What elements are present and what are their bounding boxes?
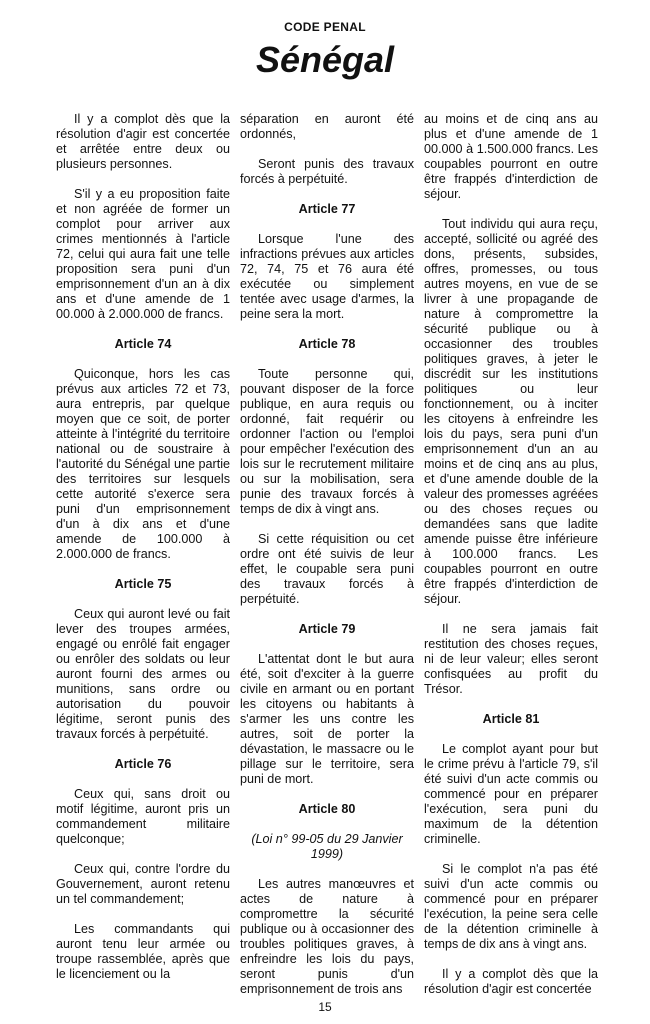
paragraph: Quiconque, hors les cas prévus aux articles 72 et 73, aura entrepris, par quelque moyen que ce soit, de porter atteinte à l'intégrité du territoire national ou de soustraire à l'autorité du Sénégal une partie des territoires sur lesquels cette autorité s'exerce sera puni d'un emprisonnement d'un à dix ans et d'une amende de 100.000 à 2.000.000 de francs. xyxy=(56,367,230,561)
country-title: Sénégal xyxy=(255,39,395,80)
paragraph: séparation en auront été ordonnés, xyxy=(240,112,414,141)
article-heading: Article 81 xyxy=(482,712,540,726)
article-heading: Article 76 xyxy=(114,757,172,771)
page-header xyxy=(0,20,650,80)
paragraph: Lorsque l'une des infractions prévues aux articles 72, 74, 75 et 76 aura été exécutée ou simplement tentée avec usage d'armes, la peine sera la mort. xyxy=(240,232,414,321)
paragraph: Ceux qui, sans droit ou motif légitime, auront pris un commandement militaire quelconque; xyxy=(56,787,230,846)
text-columns xyxy=(56,112,598,1012)
paragraph: au moins et de cinq ans au plus et d'une amende de 1 00.000 à 1.500.000 francs. Les coupables pourront en outre être frappés d'interdiction de séjour. xyxy=(424,112,598,201)
paragraph: Il ne sera jamais fait restitution des choses reçues, ni de leur valeur; elles seront confisquées au profit du Trésor. xyxy=(424,622,598,696)
paragraph: Il y a complot dès que la résolution d'agir est concertée xyxy=(424,967,598,996)
column-right xyxy=(424,112,598,1012)
column-middle xyxy=(240,112,414,1012)
paragraph: Tout individu qui aura reçu, accepté, sollicité ou agréé des dons, présents, subsides, offres, promesses, ou tous autres moyens, en vue de se livrer à une propagande de nature à compromettre la sécurité publique ou à occasionner des troubles politiques graves, à jeter le discrédit sur les institutions politiques ou leur fonctionnement, ou à inciter les citoyens à enfreindre les lois du pays, sera puni d'un emprisonnement d'un an au moins et de cinq ans au plus, et d'une amende double de la valeur des promesses agréées ou des choses reçues ou demandées sans que ladite amende puisse être inférieure à 100.000 francs. Les coupables pourront en outre être frappés d'interdiction de séjour. xyxy=(424,217,598,606)
paragraph: Si cette réquisition ou cet ordre ont été suivis de leur effet, le coupable sera puni des travaux forcés à perpétuité. xyxy=(240,532,414,606)
paragraph: Le complot ayant pour but le crime prévu à l'article 79, s'il été suivi d'un acte commis ou commencé pour en préparer l'exécution, sera puni du maximum de la détention criminelle. xyxy=(424,742,598,846)
law-reference: (Loi n° 99-05 du 29 Janvier 1999) xyxy=(251,832,403,861)
article-heading: Article 75 xyxy=(114,577,172,591)
article-heading: Article 77 xyxy=(298,202,356,216)
page-number: 15 xyxy=(318,1000,332,1014)
paragraph: Les commandants qui auront tenu leur armée ou troupe rassemblée, après que le licenciement ou la xyxy=(56,922,230,981)
paragraph: Seront punis des travaux forcés à perpétuité. xyxy=(240,157,414,186)
paragraph: L'attentat dont le but aura été, soit d'exciter à la guerre civile en armant ou en portant les citoyens ou habitants à s'armer les uns contre les autres, soit de porter la dévastation, le massacre ou le pillage sur le territoire, sera puni de mort. xyxy=(240,652,414,786)
article-heading: Article 78 xyxy=(298,337,356,351)
column-left xyxy=(56,112,230,1012)
article-heading: Article 74 xyxy=(114,337,172,351)
article-heading: Article 80 xyxy=(298,802,356,816)
code-title: CODE PENAL xyxy=(284,20,366,34)
paragraph: S'il y a eu proposition faite et non agréée de former un complot pour arriver aux crimes mentionnés à l'article 72, celui qui aura fait une telle proposition sera puni d'un emprisonnement d'un an à dix ans et d'une amende de 1 00.000 à 2.000.000 de francs. xyxy=(56,187,230,321)
paragraph: Si le complot n'a pas été suivi d'un acte commis ou commencé pour en préparer l'exécution, la peine sera celle de la détention criminelle à temps de dix ans à vingt ans. xyxy=(424,862,598,951)
paragraph: Il y a complot dès que la résolution d'agir est concertée et arrêtée entre deux ou plusieurs personnes. xyxy=(56,112,230,171)
paragraph: Toute personne qui, pouvant disposer de la force publique, en aura requis ou ordonné, fait requérir ou ordonner l'action ou l'emploi pour empêcher l'exécution des lois sur le recrutement militaire ou sur la mobilisation, sera punie des travaux forcés à temps de dix à vingt ans. xyxy=(240,367,414,516)
article-heading: Article 79 xyxy=(298,622,356,636)
paragraph: Ceux qui, contre l'ordre du Gouvernement, auront retenu un tel commandement; xyxy=(56,862,230,906)
paragraph: Ceux qui auront levé ou fait lever des troupes armées, engagé ou enrôlé fait engager ou enrôler des soldats ou leur auront fourni des armes ou munitions, sans ordre ou autorisation du pouvoir légitime, seront punis des travaux forcés à perpétuité. xyxy=(56,607,230,741)
paragraph: Les autres manœuvres et actes de nature à compromettre la sécurité publique ou à occasionner des troubles politiques graves, à enfreindre les lois du pays, seront punis d'un emprisonnement de trois ans xyxy=(240,877,414,996)
